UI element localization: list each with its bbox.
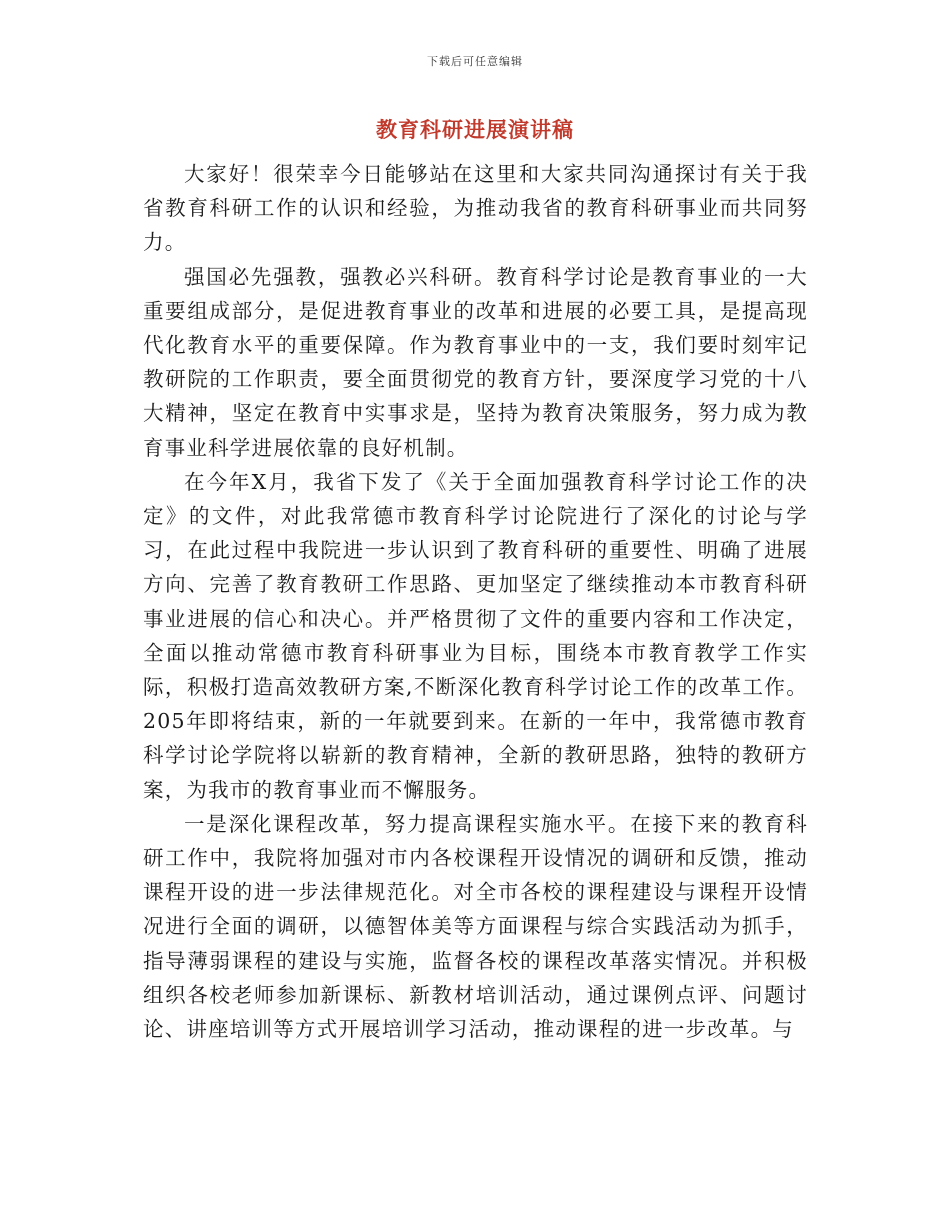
paragraph: 强国必先强教，强教必兴科研。教育科学讨论是教育事业的一大重要组成部分，是促进教育事业的改革和进展的必要工具，是提高现代化教育水平的重要保障。作为教育事业中的一支，我们要时刻牢记教研院的工作职责，要全面贯彻党的教育方针，要深度学习党的十八大精神，坚定在教育中实事求是，坚持为教育决策服务，努力成为教育事业科学进展依靠的良好机制。 — [143, 264, 808, 460]
document-body — [143, 157, 808, 1046]
document-title: 教育科研进展演讲稿 — [376, 118, 574, 142]
paragraph: 大家好！很荣幸今日能够站在这里和大家共同沟通探讨有关于我省教育科研工作的认识和经验，为推动我省的教育科研事业而共同努力。 — [143, 162, 808, 255]
paragraph: 一是深化课程改革，努力提高课程实施水平。在接下来的教育科研工作中，我院将加强对市内各校课程开设情况的调研和反馈，推动课程开设的进一步法律规范化。对全市各校的课程建设与课程开设情况进行全面的调研，以德智体美等方面课程与综合实践活动为抓手，指导薄弱课程的建设与实施，监督各校的课程改革落实情况。并积极组织各校老师参加新课标、新教材培训活动，通过课例点评、问题讨论、讲座培训等方式开展培训学习活动，推动课程的进一步改革。与 — [143, 811, 808, 1042]
header-note: 下载后可任意编辑 — [427, 55, 523, 68]
paragraph: 在今年X月，我省下发了《关于全面加强教育科学讨论工作的决定》的文件，对此我常德市教育科学讨论院进行了深化的讨论与学习，在此过程中我院进一步认识到了教育科研的重要性、明确了进展方向、完善了教育教研工作思路、更加坚定了继续推动本市教育科研事业进展的信心和决心。并严格贯彻了文件的重要内容和工作决定，全面以推动常德市教育科研事业为目标，围绕本市教育教学工作实际，积极打造高效教研方案,不断深化教育科学讨论工作的改革工作。205年即将结束，新的一年就要到来。在新的一年中，我常德市教育科学讨论学院将以崭新的教育精神，全新的教研思路，独特的教研方案，为我市的教育事业而不懈服务。 — [143, 469, 808, 802]
